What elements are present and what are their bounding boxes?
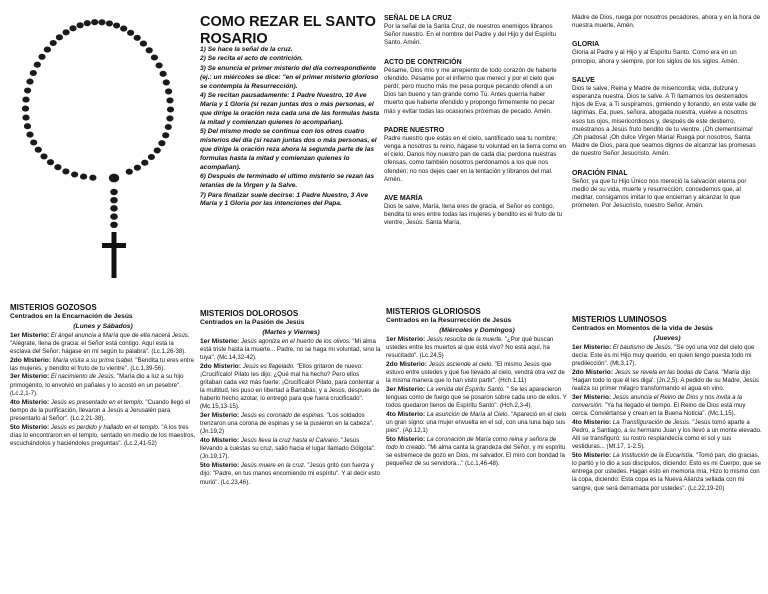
- prayer-text: Padre nuestro que estás en el cielo, santificado sea tu nombre; venga a nosotros tu reino, hágase tu voluntad en la tierra como en el cielo. Danos hoy nuestro pan de cada día; perdona nuestras ofensas, como también nosotros perdonamos a los que nos ofenden; no nos dejes caer en la tentación y líbranos del mal. Amén.: [384, 134, 566, 183]
- prayer-title: GLORIA: [572, 41, 600, 49]
- mysteries-title: MISTERIOS GLORIOSOS: [386, 307, 481, 316]
- mysteries-days: (Lunes y Sábados): [73, 322, 133, 330]
- bead: [98, 19, 105, 25]
- mysteries-subtitle: Centrados en Momentos de la vida de Jesús: [572, 325, 713, 332]
- bead: [30, 70, 37, 76]
- prayer-title: ACTO DE CONTRICIÓN: [384, 58, 462, 66]
- mystery-item: 5to Misterio: La Institución de la Eucaristía. "Tomó pan, dio gracias, lo partió y lo dio a sus discípulos, diciendo: Esto es mi Cuerpo, que se entrega por ustedes. Hagan esto en memoria mía. Hizo lo mismo con la copa, diciendo: Esta copa es la Nueva Alianza sellada con mi sangre, que será derramada por ustedes". (Lc.22,19-20): [572, 451, 762, 492]
- rosary-illustration: [0, 0, 196, 290]
- mystery-item: 5to Misterio: Jesús es perdido y hallado en el templo. "A los tres días lo encontraron en el templo, sentado en medio de los maestros, escuchándolos y haciéndoles preguntas". (Lc.2,41-52): [10, 423, 196, 447]
- bead: [24, 87, 31, 93]
- bead: [165, 124, 172, 130]
- bead: [38, 54, 45, 60]
- bead: [156, 62, 163, 68]
- prayer-title: ORACIÓN FINAL: [572, 169, 628, 177]
- bead: [22, 115, 29, 121]
- bead: [113, 22, 120, 28]
- crucifix-icon: [102, 232, 126, 278]
- bead: [148, 154, 155, 160]
- mysteries-title: MISTERIOS DOLOROSOS: [200, 309, 299, 318]
- mystery-item: 1er Misterio: Jesús agoniza en el huerto de los olivos. "Mi alma está triste hasta la muerte... Padre, no se haga mi voluntad, sino la tuya". (Mc.14,32-42).: [200, 337, 381, 361]
- bead: [110, 197, 118, 203]
- prayers-column-1: [384, 14, 566, 230]
- mysteries-title: MISTERIOS LUMINOSOS: [572, 315, 667, 324]
- bead: [134, 165, 141, 171]
- bead: [109, 174, 119, 183]
- mysteries-subtitle: Centrados en la Pasión de Jesús: [200, 319, 305, 326]
- prayer-text: Señor, ya que tu Hijo Único nos mereció la salvación eterna por medio de su vida, muerte y resurrección; concedemos que, al meditar, consigamos imitar lo que encierran y alcanzar lo que prometen. Por Jesucristo, nuestro Señor. Amén.: [572, 177, 747, 210]
- rosary-beads: [22, 19, 174, 228]
- bead: [56, 34, 63, 40]
- bead: [77, 22, 84, 28]
- bead: [127, 30, 134, 36]
- mystery-item: 3er Misterio: El nacimiento de Jesús. "María dio a luz a su hijo primogénito, lo envolvió en pañales y lo acostó en un pesebre". (Lc.2,1-7).: [10, 373, 184, 397]
- mystery-item: 2do Misterio: María visita a su prima Isabel. "Bendita tu eres entre las mujeres, y bendito el fruto de tu vientre". (Lc.1,39-56).: [10, 356, 195, 372]
- bead: [166, 97, 173, 103]
- bead: [110, 189, 118, 195]
- bead: [134, 35, 141, 41]
- bead: [110, 222, 118, 228]
- bead: [44, 47, 51, 53]
- bead: [106, 20, 113, 26]
- bead: [40, 153, 47, 159]
- prayer-text: Pésame, Dios mío y me arrepiento de todo corazón de haberte ofendido. Pésame por el infierno que merecí y por el cielo que perdí; pero mucho más me pesa porque pecando ofendí a un Dios tan bueno y tan grande como Tú. Antes querría haber muerto que haberte ofendido y propongo firmemente no pecar más y evitar todas las ocasiones próximas de pecado. Amén.: [384, 66, 557, 115]
- bead: [162, 132, 169, 138]
- prayer-text: Gloria al Padre y al Hijo y al Espíritu Santo. Como era en un principio, ahora y siempre, por los siglos de los siglos. Amén.: [572, 49, 740, 65]
- mysteries-days: (Jueves): [653, 334, 681, 342]
- page-title: COMO REZAR EL SANTO ROSARIO: [200, 14, 376, 47]
- bead: [62, 168, 69, 174]
- mystery-item: 4to Misterio: Jesús es presentado en el templo. "Cuando llegó el tiempo de la purificación, llevaron a Jesús a Jerusalén para presentarlo al Señor". (Lc.2,21-38).: [10, 398, 190, 422]
- mystery-item: 2do Misterio: Jesús es flagelado. "Ellos gritaron de nuevo: ¡Crucifícalo! Pilato les dijo: ¿Qué mal ha hecho? Pero ellos gritaban cada vez más fuerte: ¡Crucifícalo! Pilato, para contentar a la multitud, les puso en libertad a Barrabás; y a Jesús, después de haberlo hecho azotar, lo entregó para que fuera crucificado". (Mc.15,13-15).: [200, 362, 380, 411]
- bead: [84, 20, 91, 26]
- mysteries-title: MISTERIOS GOZOSOS: [10, 303, 97, 312]
- mysteries-subtitle: Centrados en la Encarnación de Jesús: [10, 313, 133, 320]
- bead: [30, 139, 37, 145]
- mystery-item: 3er Misterio: Jesús es coronado de espinas. "Los soldados trenzaron una corona de espinas y se la pusieron en la cabeza". (Jn.19,2): [200, 412, 374, 436]
- step-4: 4) Se recitan pausadamente: 1 Padre Nuestro, 10 Ave María y 1 Gloria (si rezan juntas dos o más personas, el que dirige la oración reza cada una de las formulas hasta la mitad y comienzan quienes lo acompañan).: [200, 92, 380, 126]
- bead: [26, 79, 33, 85]
- bead: [146, 47, 153, 53]
- bead: [22, 106, 29, 112]
- step-3: 3) Se enuncia el primer misterio del día correspondiente (ej.: un miércoles se dice: "en el primer misterio glorioso se contempla la Resurrección).: [200, 64, 379, 90]
- bead: [110, 205, 118, 211]
- bead: [160, 71, 167, 77]
- mysteries-subtitle: Centrados en la Resurrección de Jesús: [386, 317, 512, 324]
- bead: [126, 169, 133, 175]
- bead: [151, 54, 158, 60]
- bead: [69, 25, 76, 31]
- prayers-column-2: [572, 14, 762, 212]
- mystery-item: 4to Misterio: La Transfiguración de Jesús. "Jesús tomó aparte a Pedro, a Santiago, a su hermano Juan y los llevó a un monte elevado. Allí se transfiguró: su rostro resplandecía como el sol y sus vestiduras... (Mt.17, 1-2.5).: [572, 418, 762, 451]
- bead: [167, 106, 174, 112]
- mystery-item: 5to Misterio: Jesús muere en la cruz. "Jesús gritó con fuerza y dijo: "Padre, en tus manos encomiendo mi espíritu". Y al decir esto murió". (Lc.23,46).: [200, 462, 380, 486]
- mystery-item: 2do Misterio: Jesús se revela en las bodas de Caná. "María dijo 'Hagan todo lo que él les diga'. (Jn.2,5). A pedido de su Madre, Jesús realiza su primer milagro transformando el agua en vino.: [572, 368, 759, 392]
- mystery-item: 2do Misterio: Jesús asciende al cielo. "El mismo Jesús que estuvo entre ustedes y que fue llevado al cielo, vendrá otra vez de la misma manera que lo han visto partir". (Hch.1,11): [386, 360, 565, 384]
- mystery-item: 3er Misterio: Jesús anuncia el Reino de Dios y nos invita a la conversión. "Ya ha llegado el tiempo. El Reino de Dios está muy cerca. Conviértanse y crean en la Buena Noticia". (Mc.1,15).: [572, 393, 746, 417]
- prayer-title: AVE MARÍA: [384, 195, 423, 203]
- mysteries-gloriosos: [386, 307, 568, 469]
- mystery-item: 1er Misterio: Jesús resucita de la muerte. "¿Por qué buscan ustedes entre los muertos al que está vivo? No está aquí, ha resucitado". (Lc.24,5): [386, 335, 554, 359]
- bead: [165, 88, 172, 94]
- instructions-list: [200, 46, 382, 210]
- bead: [22, 97, 29, 103]
- step-1: 1) Se hace la señal de la cruz.: [200, 46, 293, 53]
- bead: [89, 175, 96, 181]
- mysteries-dolorosos: [200, 309, 382, 487]
- bead: [110, 213, 118, 219]
- prayer-title: SEÑAL DE LA CRUZ: [384, 15, 452, 22]
- prayer-text: Por la señal de la Santa Cruz, de nuestros enemigos líbranos Señor nuestro. En el nombre del Padre y del Hijo y del Espíritu Santo. Amén.: [384, 23, 556, 47]
- step-6: 6) Después de terminado el ultimo misterio se rezan las letanías de la Virgen y la Salve.: [200, 173, 375, 190]
- mystery-item: 4to Misterio: Jesús lleva la cruz hasta el Calvario. "Jesús llevando a cuestas su cruz, salió hacia el lugar llamado Gólgota". (Jn.19,17).: [200, 437, 376, 461]
- mysteries-gozosos: [10, 303, 196, 449]
- step-2: 2) Se recita el acto de contrición.: [200, 55, 303, 63]
- bead: [26, 132, 33, 138]
- prayer-title: SALVE: [572, 76, 595, 84]
- mystery-item: 1er Misterio: El bautismo de Jesús. "Se oyó una voz del cielo que decía: Este es mi Hijo muy querido, en quien tengo puesta todo mi predilección". (Mt.3,17).: [572, 343, 755, 367]
- step-5: 5) Del mismo modo se continua con los otros cuatro misterios del día (si rezan juntas dos o más personas, el que dirige la oración reza ahora la segunda parte de las formulas hasta la mitad y comienzan quienes lo acompañan).: [200, 128, 377, 171]
- bead: [35, 147, 42, 153]
- prayer-text: Dios te salve, María, llena eres de gracia, el Señor es contigo, bendita tú eres entre todas las mujeres y bendito es el fruto de tu vientre, Jesús. Santa María,: [384, 203, 563, 227]
- bead: [141, 160, 148, 166]
- bead: [34, 62, 41, 68]
- bead: [50, 40, 57, 46]
- mystery-item: 3er Misterio: La venida del Espíritu Santo. " Se les aparecieron lenguas como de fuego que se posaron sobre cada uno de ellos. Y todos quedaron llenos de Espíritu Santo". (Hch.2,3-4).: [386, 385, 567, 409]
- bead: [158, 140, 165, 146]
- bead: [63, 29, 70, 35]
- bead: [166, 115, 173, 121]
- bead: [71, 171, 78, 177]
- bead: [47, 159, 54, 165]
- bead: [120, 26, 127, 32]
- mysteries-days: (Martes y Viernes): [262, 328, 320, 336]
- mystery-item: 1er Misterio: El ángel anuncia a María que de ella nacerá Jesús. "Alégrate, llena de gracia: el Señor está contigo. Aquí está la esclava del Señor: hágase en mí según tu palabra". (Lc.1,26-38).: [10, 331, 190, 355]
- mystery-item: 5to Misterio: La coronación de María como reina y señora de todo lo creado. "Mi alma canta la grandeza del Señor, y mi espíritu se estremece de gozo en Dios, mi salvador. El miró con bondad la pequeñez de su servidora..." (Lc.1,46-48).: [386, 435, 566, 468]
- bead: [140, 41, 147, 47]
- bead: [54, 164, 61, 170]
- mysteries-luminosos: [572, 315, 762, 493]
- bead: [91, 19, 98, 25]
- bead: [163, 79, 170, 85]
- mystery-item: 4to Misterio: La asunción de María al Cielo. "Apareció en el cielo un gran signo: una mujer envuelta en el sol, con una luna bajo sus pies". (Ap.12,1): [386, 410, 567, 434]
- bead: [24, 123, 31, 129]
- step-7: 7) Para finalizar suele decirse: 1 Padre Nuestro, 3 Ave María y 1 Gloria por las intenciones del Papa.: [200, 191, 368, 208]
- prayer-text: Dios te salve, Reina y Madre de misericordia; vida, dulzura y esperanza nuestra. Dios te salve. A Ti llamamos los desterrados hijos de Eva; a Ti suspiramos, gimiendo y llorando, en este valle de lágrimas. Ea, pues, señora, abogada nuestra, vuelve a nosotros esos tus ojos, misericordiosos y, después de este destierro, muéstranos a Jesús fruto bendito de tu vientre. ¡Oh clementísima! ¡Oh piadosa! ¡Oh dulce Virgen María! Ruega por nosotros, Santa Madre de Dios, para que seamos dignos de alcanzar las promesas de nuestro Señor Jesucristo. Amén.: [572, 84, 757, 158]
- bead: [154, 147, 161, 153]
- bead: [80, 174, 87, 180]
- prayer-title: PADRE NUESTRO: [384, 126, 445, 134]
- prayer-text: Madre de Dios, ruega por nosotros pecadores, ahora y en la hora de nuestra muerte, Amén.: [572, 14, 761, 30]
- mysteries-days: (Miércoles y Domingos): [439, 326, 515, 334]
